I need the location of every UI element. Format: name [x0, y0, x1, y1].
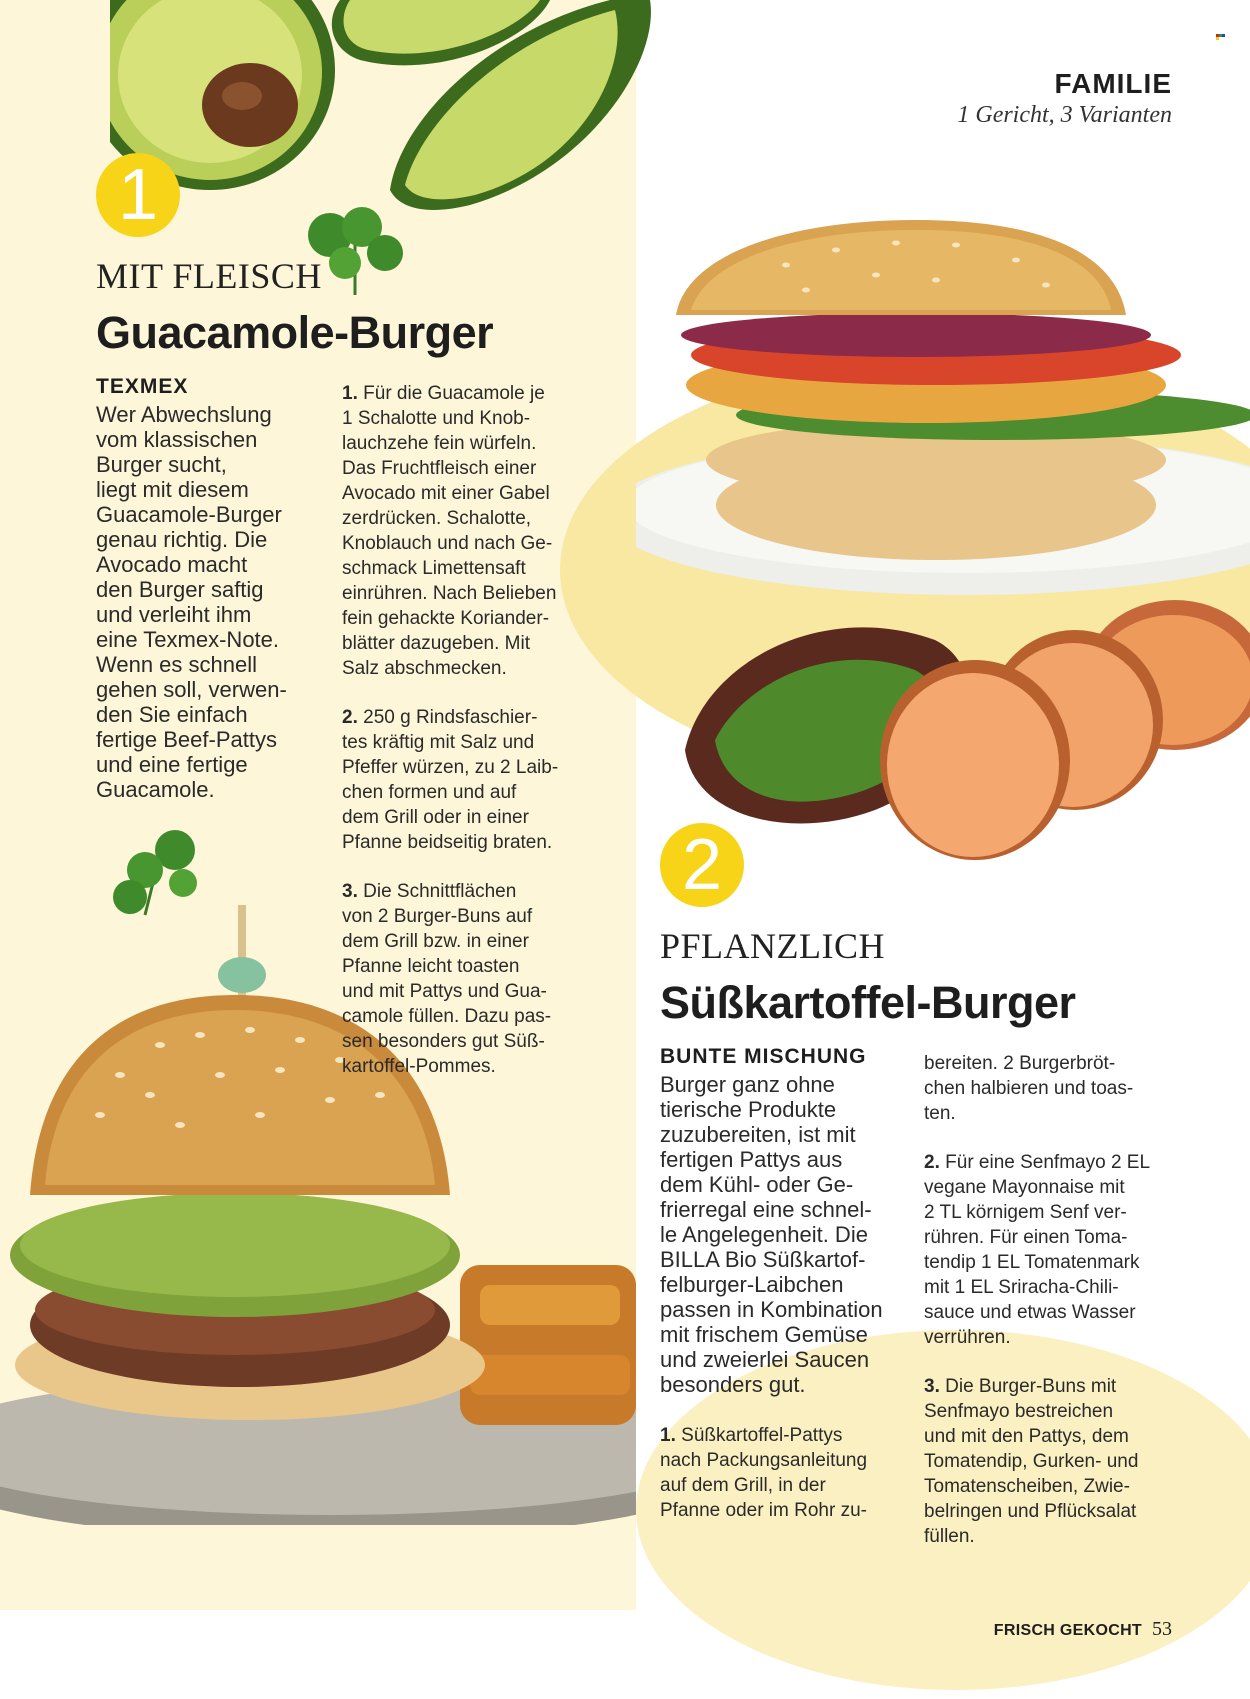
- recipe2-intro: [660, 1045, 910, 1547]
- recipe1-intro: [96, 375, 336, 802]
- avocado-image: [110, 0, 660, 215]
- print-color-marks: [1216, 34, 1226, 40]
- step-number: 1.: [342, 383, 358, 404]
- step-text: Die Burger-Buns mit Senfmayo bestreichen und mit den Pattys, dem Tomatendip, Gurken- und Tomatenscheiben, Zwie- belringen und Pflücksalat füllen.: [924, 1376, 1139, 1547]
- recipe1-steps: [342, 381, 602, 1103]
- step-number: 3.: [924, 1376, 940, 1397]
- recipe1-step: [342, 879, 602, 1079]
- recipe1-intro-text: Wer Abwechslung vom klassischen Burger sucht, liegt mit diesem Guacamole-Burger genau richtig. Die Avocado macht den Burger saftig und verleiht ihm eine Texmex-Note. Wenn es schnell gehen soll, verwen- den Sie einfach fertige Beef-Pattys und eine fertige Guacamole.: [96, 402, 287, 802]
- recipe1-number-badge: 1: [96, 153, 180, 237]
- step-text: Für die Guacamole je 1 Schalotte und Knob- lauchzehe fein würfeln. Das Fruchtfleisch einer Avocado mit einer Gabel zerdrücken. Schalotte, Knoblauch und nach Ge- schmack Limettensaft einrühren. Nach Belieben fein gehackte Koriander- blätter dazugeben. Mit Salz abschmecken.: [342, 383, 557, 679]
- recipe2-number-badge: 2: [660, 823, 744, 907]
- recipe2-category: PFLANZLICH: [660, 926, 886, 966]
- recipe2-step: [924, 1374, 1184, 1549]
- recipe2-step: [924, 1150, 1184, 1350]
- page-footer: [994, 1618, 1172, 1641]
- step-text: Die Schnittflächen von 2 Burger-Buns auf dem Grill bzw. in einer Pfanne leicht toasten und mit Pattys und Gua- camole füllen. Dazu pas- sen besonders gut Süß- kartoffel-Pommes.: [342, 881, 552, 1077]
- sweet-potato-lettuce-image: [675, 600, 1250, 870]
- step-number: 1.: [660, 1425, 676, 1446]
- step-text: 250 g Rindsfaschier- tes kräftig mit Salz und Pfeffer würzen, zu 2 Laib- chen formen und auf dem Grill oder in einer Pfanne beidseitig braten.: [342, 707, 559, 853]
- recipe1-title: Guacamole-Burger: [96, 307, 494, 358]
- step-number: 3.: [342, 881, 358, 902]
- recipe2-intro-text: Burger ganz ohne tierische Produkte zuzubereiten, ist mit fertigen Pattys aus dem Kühl- oder Ge- frierregal eine schnel- le Angelegenheit. Die BILLA Bio Süßkartof- felburger-Laibchen passen in Kombination mit frischem Gemüse und zweierlei Saucen besonders gut.: [660, 1072, 883, 1397]
- step-text: Für eine Senfmayo 2 EL vegane Mayonnaise mit 2 TL körnigem Senf ver- rühren. Für einen Toma- tendip 1 EL Tomatenmark mit 1 EL Sriracha-Chili- sauce und etwas Wasser verrühren.: [924, 1152, 1151, 1348]
- recipe2-intro-heading: BUNTE MISCHUNG: [660, 1045, 867, 1068]
- recipe1-intro-heading: TEXMEX: [96, 375, 189, 398]
- step-text: Süßkartoffel-Pattys nach Packungsanleitung auf dem Grill, in der Pfanne oder im Rohr zu-: [660, 1425, 868, 1521]
- recipe1-step: [342, 381, 602, 681]
- step-number: 2.: [342, 707, 358, 728]
- recipe1-category: MIT FLEISCH: [96, 256, 322, 296]
- footer-brand: FRISCH GEKOCHT: [993, 1622, 1142, 1639]
- section-header: [957, 68, 1172, 129]
- page-number: 53: [1152, 1618, 1172, 1640]
- section-label: FAMILIE: [1054, 68, 1172, 99]
- section-subtitle: 1 Gericht, 3 Varianten: [957, 102, 1172, 128]
- step-number: 2.: [924, 1152, 940, 1173]
- recipe2-step: [924, 1051, 1184, 1126]
- recipe1-step: [342, 705, 602, 855]
- recipe2-steps-cont: [924, 1051, 1184, 1573]
- recipe2-title: Süßkartoffel-Burger: [660, 977, 1076, 1028]
- sweet-potato-burger-image: [636, 215, 1250, 595]
- step-text: bereiten. 2 Burgerbröt- chen halbieren und toas- ten.: [924, 1053, 1134, 1124]
- recipe2-step: [660, 1423, 910, 1523]
